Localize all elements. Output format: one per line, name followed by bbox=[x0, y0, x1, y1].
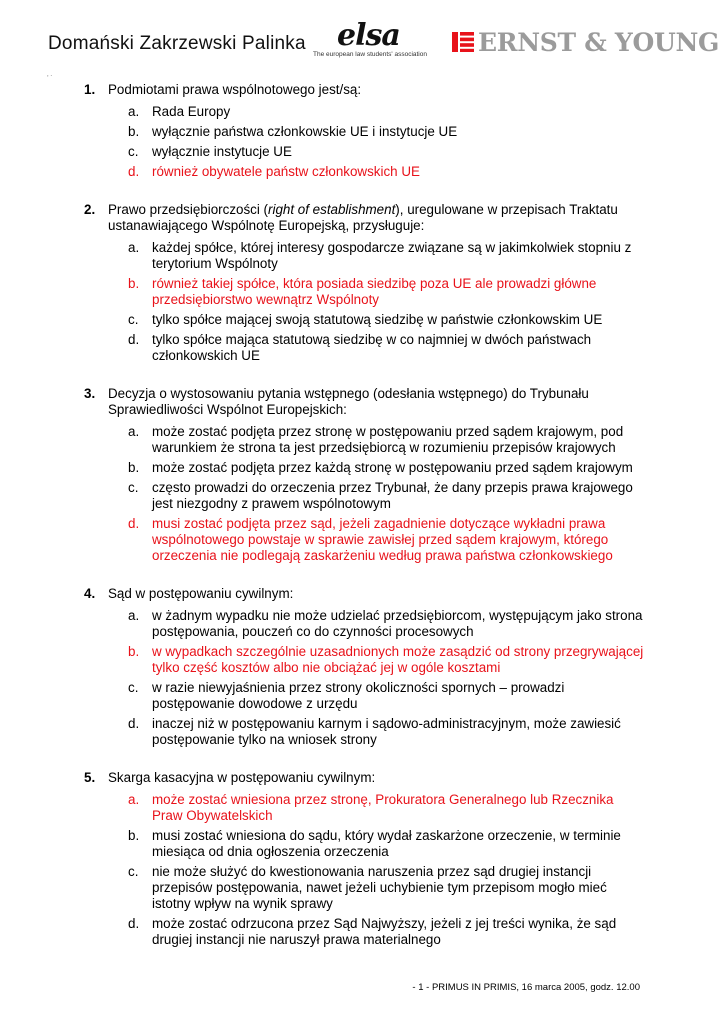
option-letter: c. bbox=[128, 144, 139, 159]
option-text: wyłącznie państwa członkowskie UE i instytucje UE bbox=[152, 124, 458, 139]
question-number: 1. bbox=[84, 82, 96, 97]
stray-mark: , . bbox=[47, 72, 53, 78]
answer-option bbox=[0, 716, 724, 748]
question-text-part: Sąd w postępowaniu cywilnym: bbox=[108, 586, 294, 601]
option-text: może zostać wniesiona przez stronę, Prokuratora Generalnego lub Rzecznika Praw Obywatelskich bbox=[152, 792, 614, 823]
question-1 bbox=[0, 82, 724, 180]
option-text: musi zostać wniesiona do sądu, który wydał zaskarżone orzeczenie, w terminie miesiąca od dnia ogłoszenia orzeczenia bbox=[152, 828, 621, 859]
option-text: wyłącznie instytucje UE bbox=[152, 144, 292, 159]
option-letter: b. bbox=[128, 644, 140, 659]
option-text: każdej spółce, której interesy gospodarcze związane są w jakimkolwiek stopniu z terytorium Wspólnoty bbox=[152, 240, 632, 271]
question-3 bbox=[0, 386, 724, 564]
option-letter: a. bbox=[128, 104, 140, 119]
question-text-italic: right of establishment bbox=[268, 202, 396, 217]
option-letter: d. bbox=[128, 516, 140, 531]
question-text-part: Podmiotami prawa wspólnotowego jest/są: bbox=[108, 82, 362, 97]
answer-option-correct bbox=[0, 792, 724, 824]
question-2 bbox=[0, 202, 724, 364]
option-text: tylko spółce mającej swoją statutową siedzibę w państwie członkowskim UE bbox=[152, 312, 603, 327]
question-text-part: ), uregulowane w przepisach Traktatu ustanawiającego Wspólnotę Europejską, przysługuje: bbox=[108, 202, 618, 233]
question-text-part: Prawo przedsiębiorczości ( bbox=[108, 202, 269, 217]
option-letter: c. bbox=[128, 680, 139, 695]
option-letter: d. bbox=[128, 332, 140, 347]
answer-option-correct bbox=[0, 516, 724, 564]
option-letter: b. bbox=[128, 460, 140, 475]
answer-option bbox=[0, 424, 724, 456]
answer-option-correct bbox=[0, 276, 724, 308]
answer-option bbox=[0, 124, 724, 140]
dzp-logo: Domański Zakrzewski Palinka bbox=[48, 33, 306, 54]
ey-mark-icon bbox=[452, 31, 474, 53]
option-text: może zostać podjęta przez stronę w postępowaniu przed sądem krajowym, pod warunkiem że strona ta jest przedsiębiorcą w rozumieniu przepisów krajowych bbox=[152, 424, 624, 455]
option-text: również takiej spółce, która posiada siedzibę poza UE ale prowadzi główne przedsiębiorstwo wewnątrz Wspólnoty bbox=[152, 276, 597, 307]
answer-option bbox=[0, 104, 724, 120]
option-text: musi zostać podjęta przez sąd, jeżeli zagadnienie dotyczące wykładni prawa wspólnotowego powstaje w sprawie zawisłej przed sądem krajowym, którego orzeczenia nie podlegają zaskarżeniu według prawa państwa członkowskiego bbox=[152, 516, 613, 563]
question-text-part: Decyzja o wystosowaniu pytania wstępnego (odesłania wstępnego) do Trybunału Sprawiedliwości Wspólnot Europejskich: bbox=[108, 386, 589, 417]
answer-option bbox=[0, 828, 724, 860]
answer-option bbox=[0, 240, 724, 272]
question-4 bbox=[0, 586, 724, 748]
ey-wordmark: ERNST & YOUNG bbox=[478, 28, 720, 57]
page-footer: - 1 - PRIMUS IN PRIMIS, 16 marca 2005, godz. 12.00 bbox=[412, 982, 640, 993]
option-letter: a. bbox=[128, 424, 140, 439]
option-letter: d. bbox=[128, 916, 140, 931]
option-text: Rada Europy bbox=[152, 104, 231, 119]
option-text: może zostać podjęta przez każdą stronę w postępowaniu przed sądem krajowym bbox=[152, 460, 633, 475]
option-letter: a. bbox=[128, 608, 140, 623]
answer-option bbox=[0, 480, 724, 512]
option-text: może zostać odrzucona przez Sąd Najwyższy, jeżeli z jej treści wynika, że sąd drugiej instancji nie naruszył prawa materialnego bbox=[152, 916, 617, 947]
page-header bbox=[0, 0, 724, 80]
option-letter: c. bbox=[128, 312, 139, 327]
option-text: w razie niewyjaśnienia przez strony okoliczności spornych – prowadzi postępowanie dowodowe z urzędu bbox=[152, 680, 565, 711]
option-letter: b. bbox=[128, 124, 140, 139]
question-text bbox=[0, 386, 724, 418]
question-text-part: Skarga kasacyjna w postępowaniu cywilnym: bbox=[108, 770, 376, 785]
answer-option bbox=[0, 460, 724, 476]
option-text: w wypadkach szczególnie uzasadnionych może zasądzić od strony przegrywającej tylko część kosztów albo nie obciążać jej w ogóle kosztami bbox=[152, 644, 644, 675]
answer-option bbox=[0, 332, 724, 364]
answer-option-correct bbox=[0, 164, 724, 180]
elsa-wordmark: elsa bbox=[337, 18, 400, 53]
question-number: 3. bbox=[84, 386, 96, 401]
option-text: inaczej niż w postępowaniu karnym i sądowo-administracyjnym, może zawiesić postępowanie tylko na wniosek strony bbox=[152, 716, 621, 747]
question-text bbox=[0, 770, 724, 786]
question-number: 4. bbox=[84, 586, 96, 601]
answer-option bbox=[0, 680, 724, 712]
answer-option-correct bbox=[0, 644, 724, 676]
elsa-tagline: The european law students' association bbox=[313, 51, 427, 58]
elsa-logo bbox=[313, 18, 443, 64]
question-5 bbox=[0, 770, 724, 948]
question-text bbox=[0, 202, 724, 234]
option-letter: b. bbox=[128, 276, 140, 291]
answer-option bbox=[0, 312, 724, 328]
option-letter: c. bbox=[128, 864, 139, 879]
option-letter: d. bbox=[128, 716, 140, 731]
question-number: 5. bbox=[84, 770, 96, 785]
answer-option bbox=[0, 864, 724, 912]
option-letter: d. bbox=[128, 164, 140, 179]
option-letter: c. bbox=[128, 480, 139, 495]
option-text: również obywatele państw członkowskich UE bbox=[152, 164, 420, 179]
option-text: w żadnym wypadku nie może udzielać przedsiębiorcom, występującym jako strona postępowania, pouczeń co do czynności procesowych bbox=[152, 608, 643, 639]
option-text: często prowadzi do orzeczenia przez Trybunał, że dany przepis prawa krajowego jest niezgodny z prawem wspólnotowym bbox=[152, 480, 633, 511]
answer-option bbox=[0, 608, 724, 640]
option-letter: a. bbox=[128, 240, 140, 255]
option-letter: b. bbox=[128, 828, 140, 843]
question-text bbox=[0, 82, 724, 98]
option-text: tylko spółce mająca statutową siedzibę w co najmniej w dwóch państwach członkowskich UE bbox=[152, 332, 592, 363]
question-number: 2. bbox=[84, 202, 96, 217]
question-list bbox=[0, 82, 724, 970]
question-text bbox=[0, 586, 724, 602]
option-letter: a. bbox=[128, 792, 140, 807]
answer-option bbox=[0, 916, 724, 948]
answer-option bbox=[0, 144, 724, 160]
option-text: nie może służyć do kwestionowania naruszenia przez sąd drugiej instancji przepisów postępowania, nawet jeżeli uchybienie tym przepisom mogło mieć istotny wpływ na wynik sprawy bbox=[152, 864, 607, 911]
